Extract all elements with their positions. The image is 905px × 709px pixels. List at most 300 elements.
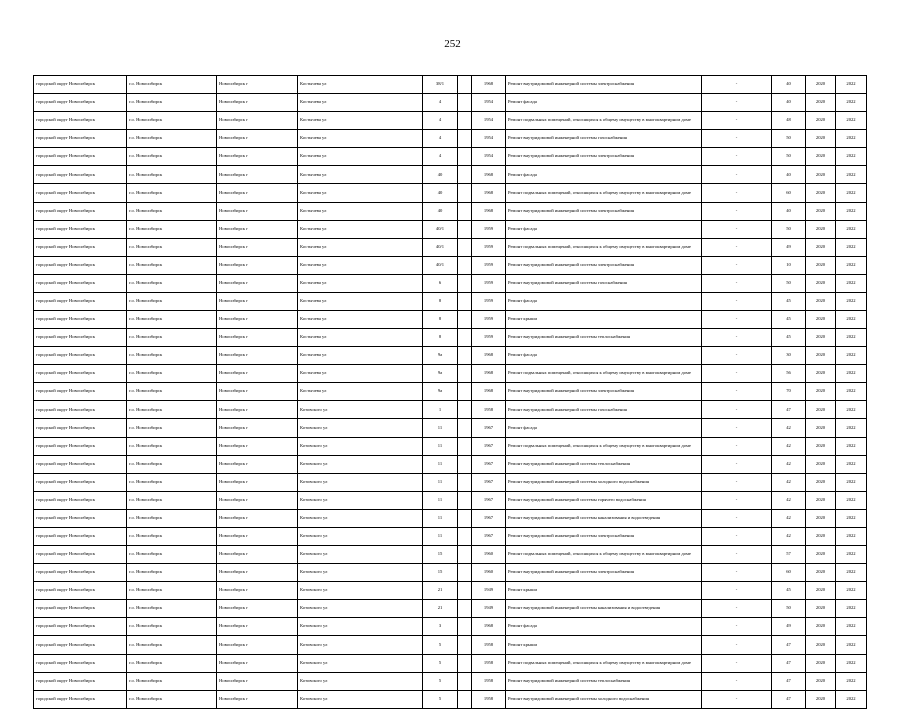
blank-cell [458, 130, 472, 148]
end-year-cell: 2022 [836, 618, 867, 636]
value-cell: 40 [772, 166, 806, 184]
city-cell: Новосибирск г [217, 274, 298, 292]
municipality-cell: городской округ Новосибирск [34, 329, 127, 347]
city-cell: Новосибирск г [217, 112, 298, 130]
house-number-cell: 38/1 [423, 76, 458, 94]
build-year-cell: 1959 [472, 220, 506, 238]
start-year-cell: 2020 [806, 419, 836, 437]
blank-cell [458, 365, 472, 383]
house-number-cell: 11 [423, 491, 458, 509]
street-cell: Котовского ул [298, 564, 423, 582]
district-cell: г.о. Новосибирск [127, 184, 217, 202]
district-cell: г.о. Новосибирск [127, 112, 217, 130]
city-cell: Новосибирск г [217, 238, 298, 256]
district-cell: г.о. Новосибирск [127, 618, 217, 636]
build-year-cell: 1967 [472, 491, 506, 509]
district-cell: г.о. Новосибирск [127, 564, 217, 582]
blank-cell [458, 473, 472, 491]
blank-cell [458, 401, 472, 419]
blank-cell [458, 184, 472, 202]
blank-cell [458, 455, 472, 473]
work-type-cell: Ремонт внутридомовой инженерной системы горячего водоснабжения [506, 491, 702, 509]
street-cell: Костычева ул [298, 202, 423, 220]
value-cell: 50 [772, 274, 806, 292]
build-year-cell: 1959 [472, 256, 506, 274]
work-type-cell: Ремонт подвальных помещений, относящихся к общему имуществу в многоквартирном доме [506, 365, 702, 383]
value-cell: 50 [772, 130, 806, 148]
build-year-cell: 1968 [472, 365, 506, 383]
value-cell: 49 [772, 238, 806, 256]
build-year-cell: 1958 [472, 654, 506, 672]
end-year-cell: 2022 [836, 274, 867, 292]
end-year-cell: 2022 [836, 238, 867, 256]
house-number-cell: 5 [423, 636, 458, 654]
start-year-cell: 2020 [806, 148, 836, 166]
build-year-cell: 1954 [472, 148, 506, 166]
street-cell: Костычева ул [298, 184, 423, 202]
work-type-cell: Ремонт внутридомовой инженерной системы электроснабжения [506, 76, 702, 94]
district-cell: г.о. Новосибирск [127, 654, 217, 672]
district-cell: г.о. Новосибирск [127, 383, 217, 401]
street-cell: Костычева ул [298, 130, 423, 148]
end-year-cell: 2022 [836, 564, 867, 582]
build-year-cell: 1968 [472, 618, 506, 636]
house-number-cell: 40 [423, 166, 458, 184]
municipality-cell: городской округ Новосибирск [34, 473, 127, 491]
municipality-cell: городской округ Новосибирск [34, 509, 127, 527]
work-type-cell: Ремонт фасада [506, 419, 702, 437]
start-year-cell: 2020 [806, 437, 836, 455]
value-cell: 30 [772, 347, 806, 365]
table-row [34, 582, 867, 600]
district-cell: г.о. Новосибирск [127, 347, 217, 365]
dash-cell: - [702, 184, 772, 202]
end-year-cell: 2022 [836, 419, 867, 437]
build-year-cell: 1958 [472, 401, 506, 419]
end-year-cell: 2022 [836, 256, 867, 274]
municipality-cell: городской округ Новосибирск [34, 491, 127, 509]
dash-cell: - [702, 419, 772, 437]
work-type-cell: Ремонт внутридомовой инженерной системы электроснабжения [506, 383, 702, 401]
blank-cell [458, 112, 472, 130]
street-cell: Костычева ул [298, 112, 423, 130]
end-year-cell: 2022 [836, 527, 867, 545]
dash-cell: - [702, 437, 772, 455]
house-number-cell: 5 [423, 672, 458, 690]
table-row [34, 654, 867, 672]
page-number: 252 [444, 38, 461, 50]
municipality-cell: городской округ Новосибирск [34, 130, 127, 148]
end-year-cell: 2022 [836, 455, 867, 473]
end-year-cell: 2022 [836, 491, 867, 509]
house-number-cell: 9а [423, 347, 458, 365]
blank-cell [458, 166, 472, 184]
city-cell: Новосибирск г [217, 148, 298, 166]
district-cell: г.о. Новосибирск [127, 527, 217, 545]
city-cell: Новосибирск г [217, 473, 298, 491]
work-type-cell: Ремонт внутридомовой инженерной системы газоснабжения [506, 130, 702, 148]
house-number-cell: 3 [423, 618, 458, 636]
end-year-cell: 2022 [836, 184, 867, 202]
end-year-cell: 2022 [836, 94, 867, 112]
build-year-cell: 1968 [472, 383, 506, 401]
house-number-cell: 1 [423, 401, 458, 419]
work-type-cell: Ремонт фасада [506, 166, 702, 184]
blank-cell [458, 202, 472, 220]
blank-cell [458, 600, 472, 618]
municipality-cell: городской округ Новосибирск [34, 419, 127, 437]
work-type-cell: Ремонт внутридомовой инженерной системы электроснабжения [506, 202, 702, 220]
city-cell: Новосибирск г [217, 491, 298, 509]
municipality-cell: городской округ Новосибирск [34, 690, 127, 708]
start-year-cell: 2020 [806, 112, 836, 130]
start-year-cell: 2020 [806, 292, 836, 310]
build-year-cell: 1949 [472, 600, 506, 618]
blank-cell [458, 491, 472, 509]
table-row [34, 256, 867, 274]
blank-cell [458, 148, 472, 166]
district-cell: г.о. Новосибирск [127, 148, 217, 166]
dash-cell: - [702, 455, 772, 473]
dash-cell: - [702, 148, 772, 166]
blank-cell [458, 546, 472, 564]
value-cell: 40 [772, 94, 806, 112]
city-cell: Новосибирск г [217, 437, 298, 455]
house-number-cell: 11 [423, 437, 458, 455]
street-cell: Костычева ул [298, 238, 423, 256]
value-cell: 42 [772, 527, 806, 545]
house-number-cell: 40 [423, 184, 458, 202]
municipality-cell: городской округ Новосибирск [34, 220, 127, 238]
district-cell: г.о. Новосибирск [127, 672, 217, 690]
house-number-cell: 8 [423, 329, 458, 347]
build-year-cell: 1967 [472, 473, 506, 491]
municipality-cell: городской округ Новосибирск [34, 527, 127, 545]
work-type-cell: Ремонт подвальных помещений, относящихся к общему имуществу в многоквартирном доме [506, 184, 702, 202]
end-year-cell: 2022 [836, 347, 867, 365]
district-cell: г.о. Новосибирск [127, 311, 217, 329]
district-cell: г.о. Новосибирск [127, 238, 217, 256]
value-cell: 47 [772, 636, 806, 654]
start-year-cell: 2020 [806, 184, 836, 202]
end-year-cell: 2022 [836, 600, 867, 618]
value-cell: 60 [772, 184, 806, 202]
build-year-cell: 1967 [472, 509, 506, 527]
value-cell: 45 [772, 329, 806, 347]
work-type-cell: Ремонт внутридомовой инженерной системы газоснабжения [506, 401, 702, 419]
table-row [34, 130, 867, 148]
street-cell: Костычева ул [298, 329, 423, 347]
house-number-cell: 5 [423, 690, 458, 708]
house-number-cell: 9а [423, 383, 458, 401]
municipality-cell: городской округ Новосибирск [34, 148, 127, 166]
house-number-cell: 11 [423, 527, 458, 545]
start-year-cell: 2020 [806, 329, 836, 347]
house-number-cell: 4 [423, 130, 458, 148]
city-cell: Новосибирск г [217, 401, 298, 419]
house-number-cell: 40 [423, 202, 458, 220]
house-number-cell: 11 [423, 419, 458, 437]
district-cell: г.о. Новосибирск [127, 292, 217, 310]
municipality-cell: городской округ Новосибирск [34, 672, 127, 690]
dash-cell: - [702, 473, 772, 491]
street-cell: Котовского ул [298, 419, 423, 437]
table-row [34, 473, 867, 491]
municipality-cell: городской округ Новосибирск [34, 437, 127, 455]
dash-cell: - [702, 401, 772, 419]
end-year-cell: 2022 [836, 292, 867, 310]
city-cell: Новосибирск г [217, 455, 298, 473]
dash-cell: - [702, 202, 772, 220]
table-row [34, 401, 867, 419]
district-cell: г.о. Новосибирск [127, 130, 217, 148]
build-year-cell: 1968 [472, 347, 506, 365]
house-number-cell: 4 [423, 148, 458, 166]
build-year-cell: 1960 [472, 564, 506, 582]
work-type-cell: Ремонт подвальных помещений, относящихся к общему имуществу в многоквартирном доме [506, 437, 702, 455]
build-year-cell: 1954 [472, 112, 506, 130]
work-type-cell: Ремонт крыши [506, 311, 702, 329]
municipality-cell: городской округ Новосибирск [34, 76, 127, 94]
start-year-cell: 2020 [806, 220, 836, 238]
house-number-cell: 11 [423, 473, 458, 491]
end-year-cell: 2022 [836, 636, 867, 654]
value-cell: 45 [772, 311, 806, 329]
municipality-cell: городской округ Новосибирск [34, 166, 127, 184]
street-cell: Котовского ул [298, 582, 423, 600]
work-type-cell: Ремонт внутридомовой инженерной системы теплоснабжения [506, 329, 702, 347]
table-row [34, 636, 867, 654]
start-year-cell: 2020 [806, 509, 836, 527]
work-type-cell: Ремонт внутридомовой инженерной системы холодного водоснабжения [506, 690, 702, 708]
value-cell: 40 [772, 202, 806, 220]
street-cell: Котовского ул [298, 546, 423, 564]
city-cell: Новосибирск г [217, 76, 298, 94]
street-cell: Костычева ул [298, 148, 423, 166]
district-cell: г.о. Новосибирск [127, 166, 217, 184]
blank-cell [458, 419, 472, 437]
value-cell: 47 [772, 690, 806, 708]
dash-cell: - [702, 311, 772, 329]
table-row [34, 184, 867, 202]
end-year-cell: 2022 [836, 473, 867, 491]
blank-cell [458, 690, 472, 708]
build-year-cell: 1958 [472, 636, 506, 654]
start-year-cell: 2020 [806, 256, 836, 274]
table-row [34, 238, 867, 256]
start-year-cell: 2020 [806, 600, 836, 618]
table-row [34, 166, 867, 184]
start-year-cell: 2020 [806, 546, 836, 564]
dash-cell: - [702, 94, 772, 112]
dash-cell: - [702, 76, 772, 94]
end-year-cell: 2022 [836, 437, 867, 455]
value-cell: 42 [772, 509, 806, 527]
blank-cell [458, 220, 472, 238]
table-row [34, 202, 867, 220]
city-cell: Новосибирск г [217, 672, 298, 690]
end-year-cell: 2022 [836, 311, 867, 329]
value-cell: 45 [772, 582, 806, 600]
city-cell: Новосибирск г [217, 618, 298, 636]
city-cell: Новосибирск г [217, 220, 298, 238]
table-row [34, 329, 867, 347]
build-year-cell: 1959 [472, 292, 506, 310]
street-cell: Котовского ул [298, 654, 423, 672]
house-number-cell: 40/1 [423, 220, 458, 238]
end-year-cell: 2022 [836, 383, 867, 401]
street-cell: Котовского ул [298, 527, 423, 545]
street-cell: Костычева ул [298, 292, 423, 310]
house-number-cell: 8 [423, 292, 458, 310]
end-year-cell: 2022 [836, 365, 867, 383]
blank-cell [458, 618, 472, 636]
start-year-cell: 2020 [806, 365, 836, 383]
work-type-cell: Ремонт фасада [506, 94, 702, 112]
blank-cell [458, 274, 472, 292]
work-type-cell: Ремонт подвальных помещений, относящихся к общему имуществу в многоквартирном доме [506, 112, 702, 130]
work-type-cell: Ремонт внутридомовой инженерной системы теплоснабжения [506, 455, 702, 473]
street-cell: Костычева ул [298, 274, 423, 292]
end-year-cell: 2022 [836, 654, 867, 672]
dash-cell: - [702, 564, 772, 582]
table-row [34, 419, 867, 437]
work-type-cell: Ремонт фасада [506, 292, 702, 310]
table-row [34, 311, 867, 329]
start-year-cell: 2020 [806, 690, 836, 708]
build-year-cell: 1954 [472, 130, 506, 148]
value-cell: 42 [772, 437, 806, 455]
value-cell: 70 [772, 383, 806, 401]
municipality-cell: городской округ Новосибирск [34, 311, 127, 329]
street-cell: Костычева ул [298, 76, 423, 94]
dash-cell: - [702, 491, 772, 509]
value-cell: 10 [772, 256, 806, 274]
district-cell: г.о. Новосибирск [127, 546, 217, 564]
end-year-cell: 2022 [836, 329, 867, 347]
municipality-cell: городской округ Новосибирск [34, 94, 127, 112]
street-cell: Костычева ул [298, 166, 423, 184]
street-cell: Котовского ул [298, 455, 423, 473]
blank-cell [458, 292, 472, 310]
municipality-cell: городской округ Новосибирск [34, 582, 127, 600]
house-number-cell: 9а [423, 365, 458, 383]
city-cell: Новосибирск г [217, 347, 298, 365]
start-year-cell: 2020 [806, 311, 836, 329]
municipality-cell: городской округ Новосибирск [34, 256, 127, 274]
start-year-cell: 2020 [806, 672, 836, 690]
work-type-cell: Ремонт фасада [506, 618, 702, 636]
district-cell: г.о. Новосибирск [127, 582, 217, 600]
blank-cell [458, 654, 472, 672]
table-row [34, 94, 867, 112]
city-cell: Новосибирск г [217, 636, 298, 654]
municipality-cell: городской округ Новосибирск [34, 564, 127, 582]
table-row [34, 509, 867, 527]
house-number-cell: 6 [423, 274, 458, 292]
dash-cell: - [702, 527, 772, 545]
value-cell: 40 [772, 76, 806, 94]
value-cell: 47 [772, 401, 806, 419]
blank-cell [458, 509, 472, 527]
build-year-cell: 1959 [472, 329, 506, 347]
end-year-cell: 2022 [836, 148, 867, 166]
dash-cell: - [702, 600, 772, 618]
end-year-cell: 2022 [836, 582, 867, 600]
city-cell: Новосибирск г [217, 292, 298, 310]
table-row [34, 491, 867, 509]
start-year-cell: 2020 [806, 491, 836, 509]
table-row [34, 564, 867, 582]
table-row [34, 220, 867, 238]
city-cell: Новосибирск г [217, 546, 298, 564]
municipality-cell: городской округ Новосибирск [34, 383, 127, 401]
build-year-cell: 1959 [472, 238, 506, 256]
dash-cell: - [702, 654, 772, 672]
dash-cell: - [702, 274, 772, 292]
street-cell: Костычева ул [298, 383, 423, 401]
work-type-cell: Ремонт внутридомовой инженерной системы электроснабжения [506, 564, 702, 582]
dash-cell: - [702, 365, 772, 383]
build-year-cell: 1967 [472, 455, 506, 473]
blank-cell [458, 238, 472, 256]
value-cell: 49 [772, 618, 806, 636]
blank-cell [458, 636, 472, 654]
table-row [34, 365, 867, 383]
start-year-cell: 2020 [806, 654, 836, 672]
street-cell: Котовского ул [298, 690, 423, 708]
table-row [34, 76, 867, 94]
start-year-cell: 2020 [806, 455, 836, 473]
street-cell: Котовского ул [298, 491, 423, 509]
municipality-cell: городской округ Новосибирск [34, 347, 127, 365]
district-cell: г.о. Новосибирск [127, 636, 217, 654]
house-number-cell: 11 [423, 455, 458, 473]
value-cell: 42 [772, 473, 806, 491]
value-cell: 47 [772, 672, 806, 690]
municipality-cell: городской округ Новосибирск [34, 600, 127, 618]
district-cell: г.о. Новосибирск [127, 401, 217, 419]
dash-cell: - [702, 383, 772, 401]
table-row [34, 383, 867, 401]
blank-cell [458, 94, 472, 112]
dash-cell: - [702, 672, 772, 690]
blank-cell [458, 437, 472, 455]
work-type-cell: Ремонт фасада [506, 347, 702, 365]
start-year-cell: 2020 [806, 238, 836, 256]
start-year-cell: 2020 [806, 618, 836, 636]
work-type-cell: Ремонт крыши [506, 636, 702, 654]
table-row [34, 112, 867, 130]
build-year-cell: 1967 [472, 437, 506, 455]
street-cell: Костычева ул [298, 94, 423, 112]
build-year-cell: 1959 [472, 311, 506, 329]
build-year-cell: 1968 [472, 184, 506, 202]
start-year-cell: 2020 [806, 473, 836, 491]
blank-cell [458, 564, 472, 582]
municipality-cell: городской округ Новосибирск [34, 618, 127, 636]
house-number-cell: 11 [423, 509, 458, 527]
start-year-cell: 2020 [806, 564, 836, 582]
dash-cell: - [702, 220, 772, 238]
end-year-cell: 2022 [836, 166, 867, 184]
house-number-cell: 5 [423, 654, 458, 672]
city-cell: Новосибирск г [217, 527, 298, 545]
dash-cell: - [702, 112, 772, 130]
build-year-cell: 1968 [472, 202, 506, 220]
municipality-cell: городской округ Новосибирск [34, 654, 127, 672]
dash-cell: - [702, 509, 772, 527]
